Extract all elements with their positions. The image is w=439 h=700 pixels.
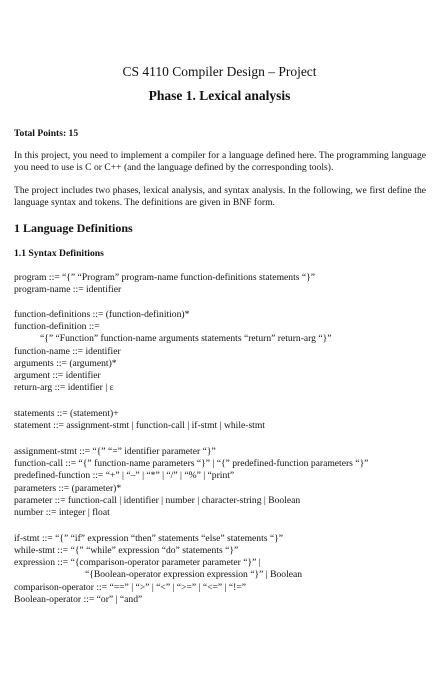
document-subtitle: Phase 1. Lexical analysis	[148, 88, 291, 103]
grammar-line-parameter: parameter ::= function-call | identifier | number | character-string | Boolean	[14, 495, 301, 506]
grammar-line-if-stmt: if-stmt ::= “{” “if” expression “then” statements “else” statements “}”	[14, 533, 284, 544]
grammar-line-argument: argument ::= identifier	[14, 370, 101, 381]
phases-paragraph: The project includes two phases, lexical analysis, and syntax analysis. In the following, we first define the language syntax and tokens. The definitions are given in BNF form.	[14, 185, 426, 208]
grammar-line-arguments: arguments ::= (argument)*	[14, 358, 117, 369]
grammar-line-comparison-operator: comparison-operator ::= “==” | “>” | “<” | “>=” | “<=” | “!=”	[14, 582, 247, 593]
grammar-line-function-definitions: function-definitions ::= (function-definition)*	[14, 309, 190, 320]
document-title: CS 4110 Compiler Design – Project	[122, 64, 317, 79]
grammar-line-assignment-stmt: assignment-stmt ::= “{” “=” identifier parameter “}”	[14, 446, 216, 457]
grammar-line-program: program ::= “{” “Program” program-name function-definitions statements “}”	[14, 272, 315, 283]
grammar-line-number: number ::= integer | float	[14, 507, 110, 518]
grammar-line-expression: expression ::= “{comparison-operator parameter parameter “}” |	[14, 557, 261, 568]
grammar-line-function-definition-body: “{” “Function” function-name arguments statements “return” return-arg “}”	[40, 333, 332, 344]
grammar-line-return-arg: return-arg ::= identifier | ε	[14, 382, 114, 393]
total-points: Total Points: 15	[14, 128, 79, 139]
grammar-line-expression-continued: “{Boolean-operator expression expression “}” | Boolean	[85, 569, 303, 580]
grammar-line-function-name: function-name ::= identifier	[14, 346, 121, 357]
section-heading-language-definitions: 1 Language Definitions	[14, 221, 133, 235]
grammar-line-program-name: program-name ::= identifier	[14, 284, 122, 295]
intro-paragraph: In this project, you need to implement a compiler for a language defined here. The programming language you need to use is C or C++ (and the language defined by the corresponding tools).	[14, 150, 426, 173]
subsection-heading-syntax-definitions: 1.1 Syntax Definitions	[14, 248, 104, 259]
grammar-line-while-stmt: while-stmt ::= “{” “while” expression “do” statements “}”	[14, 545, 239, 556]
grammar-line-function-definition: function-definition ::=	[14, 321, 100, 332]
grammar-line-function-call: function-call ::= “{” function-name parameters “}” | “{” predefined-function parameters “}”	[14, 458, 369, 469]
grammar-line-boolean-operator: Boolean-operator ::= “or” | “and”	[14, 594, 143, 605]
grammar-line-statement: statement ::= assignment-stmt | function-call | if-stmt | while-stmt	[14, 420, 265, 431]
grammar-line-predefined-function: predefined-function ::= “+” | “–” | “*” | “/” | “%” | “print”	[14, 470, 235, 481]
grammar-line-parameters: parameters ::= (parameter)*	[14, 483, 122, 494]
grammar-line-statements: statements ::= (statement)+	[14, 408, 119, 419]
